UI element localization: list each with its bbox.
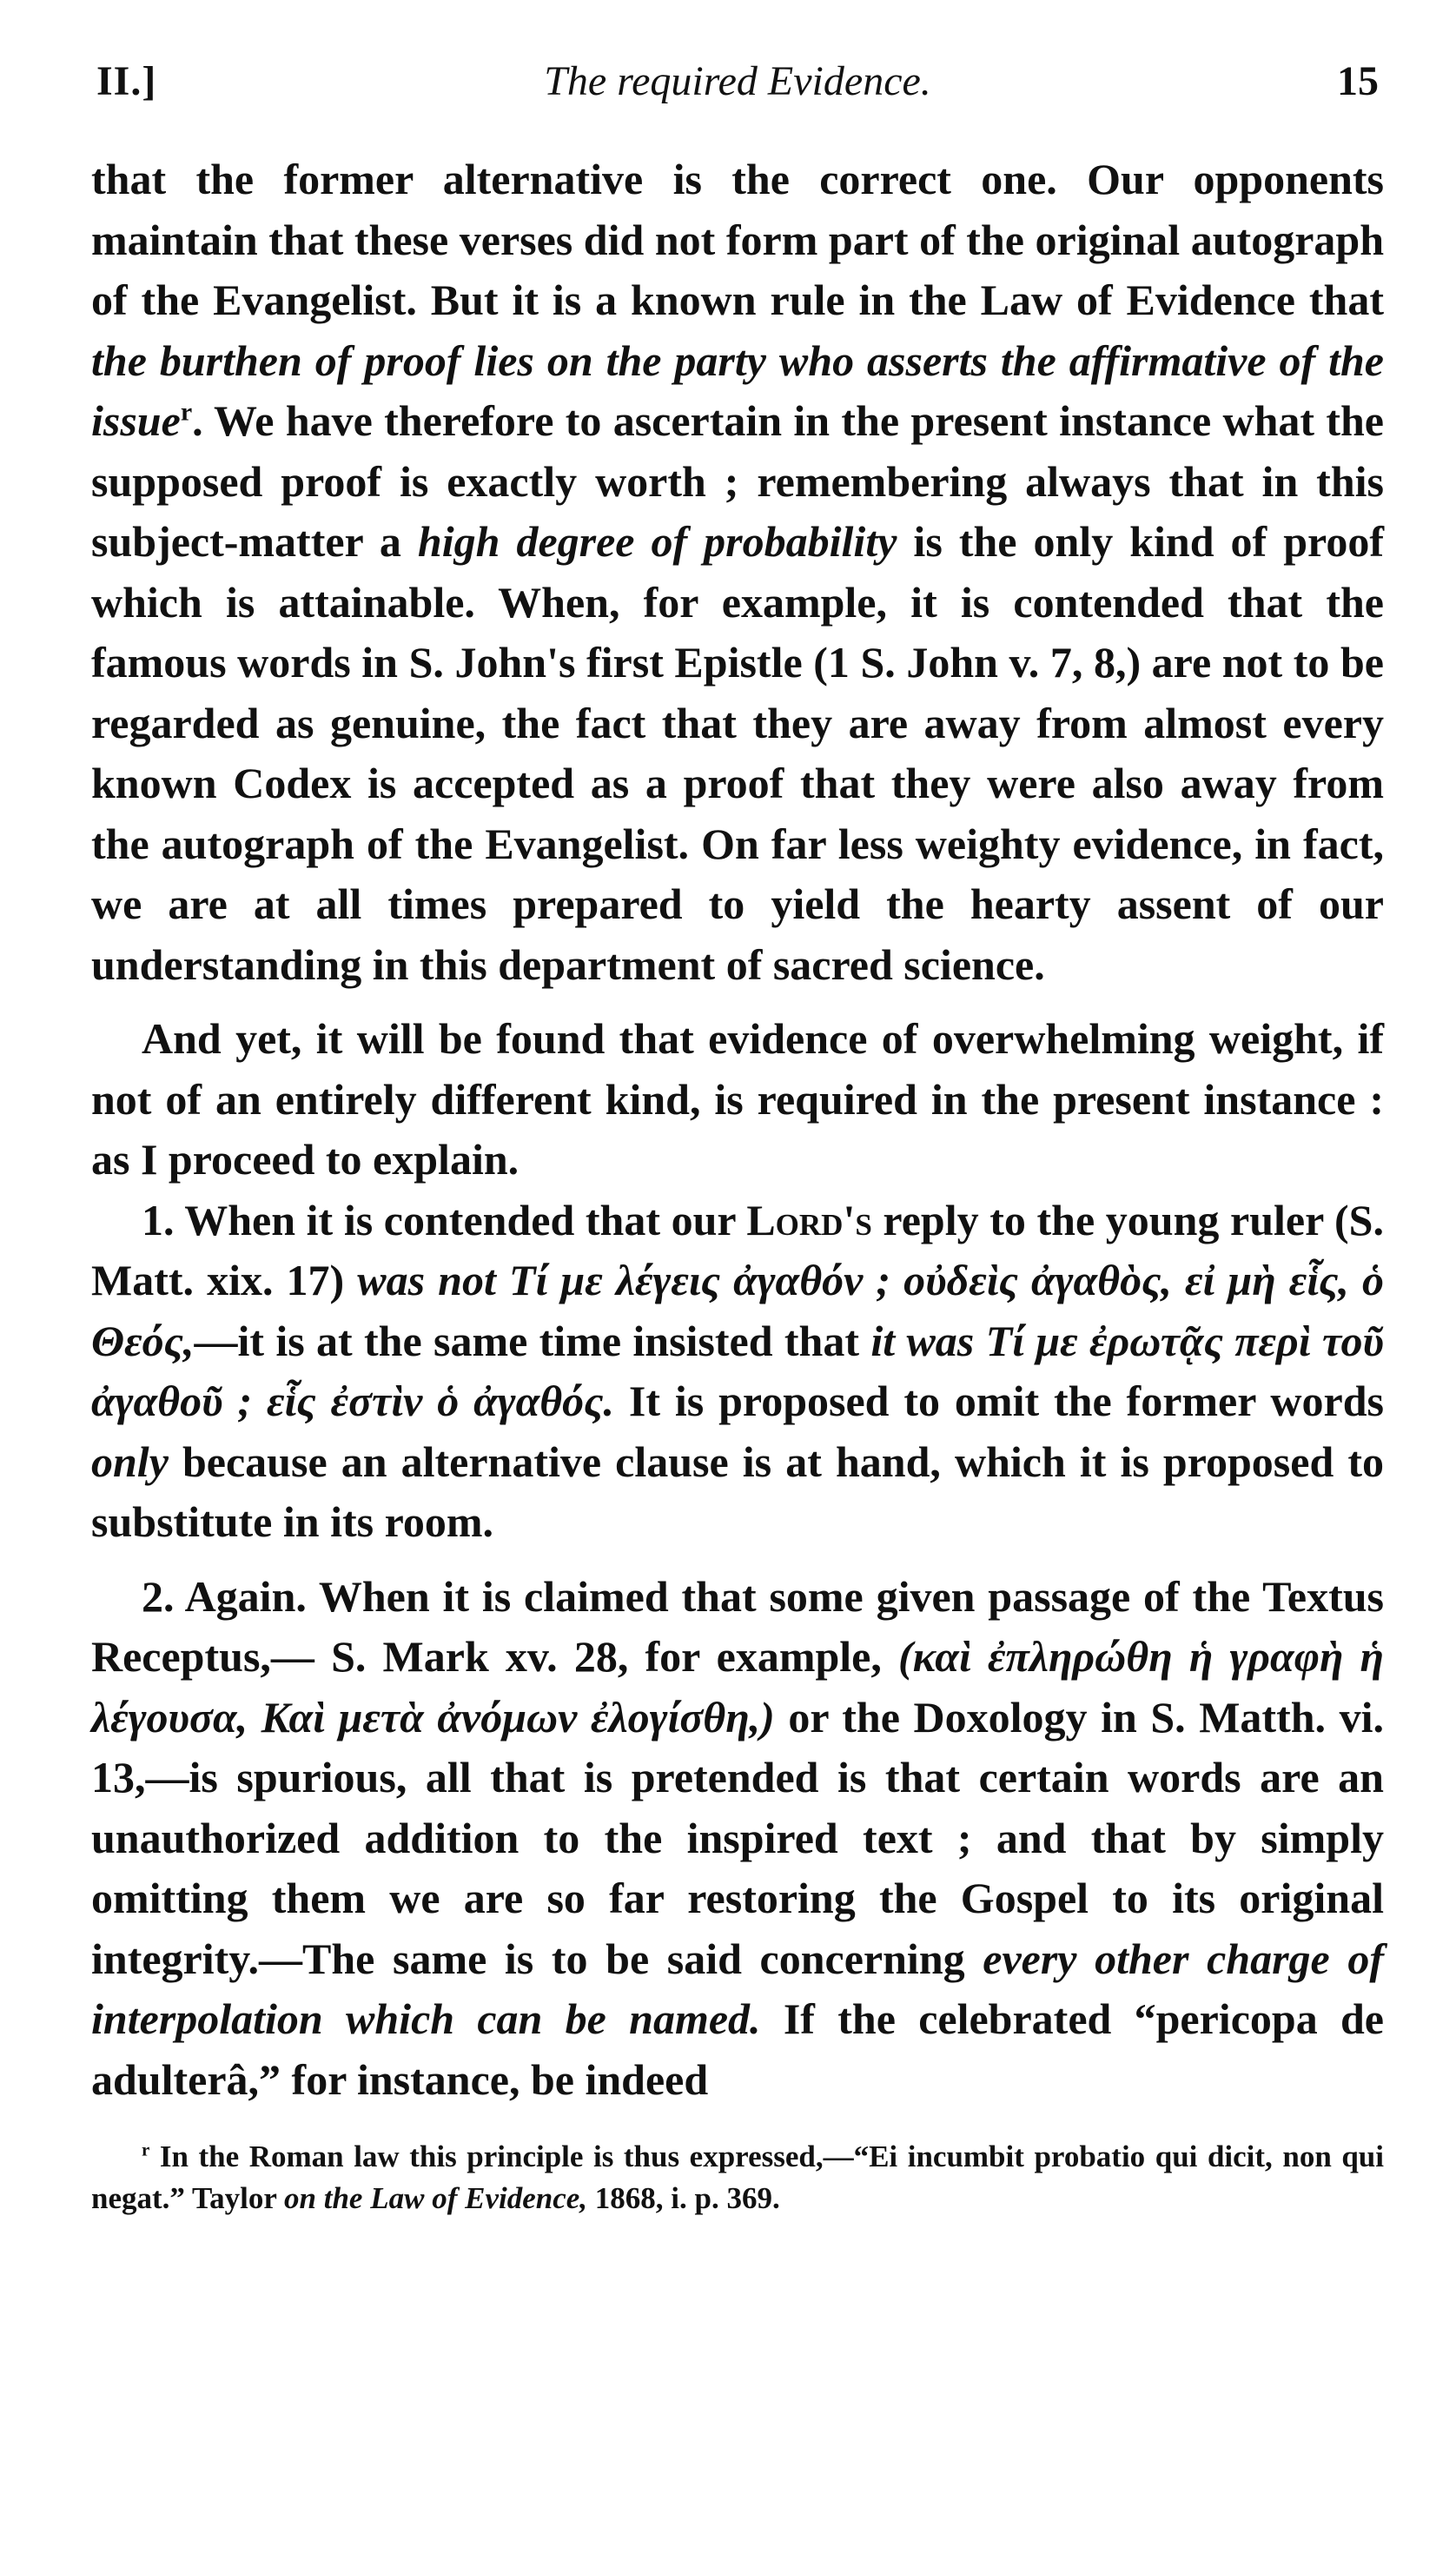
p4-text-b: or the Doxology in S. Matth. vi. 13,—is spurious, all that is pretended is that certain words are an unauthorized addition to the inspired text ; and that by simply omitting them we are so far restoring the Gospel to its original integrity.—The same is to be said concerning bbox=[91, 1692, 1384, 1983]
p4-greek-quote: (καὶ ἐπληρώθη ἡ γραφὴ ἡ λέγουσα, Καὶ μετὰ ἀνόμων ἐλογίσθη,) bbox=[91, 1632, 1384, 1742]
paragraph-4 bbox=[91, 1567, 1384, 2111]
p1-italic-burthen: the burthen of proof lies on the party who asserts the affirmative of the issue bbox=[91, 335, 1384, 445]
p3-greek-quote-2: it was Τί με ἐρωτᾷς περὶ τοῦ ἀγαθοῦ ; εἷς ἐστὶν ὁ ἀγαθός. bbox=[91, 1316, 1384, 1425]
p3-italic-only: only bbox=[91, 1436, 169, 1486]
p1-italic-probability: high degree of probability bbox=[417, 517, 897, 566]
chapter-marker: II.] bbox=[96, 58, 157, 104]
p3-smallcaps-lord: Lord's bbox=[746, 1195, 872, 1244]
paragraph-2: And yet, it will be found that evidence of overwhelming weight, if not of an entirely different kind, is required in the present instance : as I proceed to explain. bbox=[91, 1014, 1384, 1184]
p3-text-e: because an alternative clause is at hand, which it is proposed to substitute in its room. bbox=[91, 1436, 1384, 1546]
p4-text-c: If the celebrated “pericopa de adulterâ,” for instance, be indeed bbox=[91, 1994, 1384, 2104]
paragraph-3 bbox=[91, 1191, 1384, 1553]
footnote-italic-title: on the Law of Evidence, bbox=[284, 2181, 588, 2215]
running-head bbox=[91, 52, 1384, 113]
p1-text-c: is the only kind of proof which is attainable. When, for example, it is contended that the famous words in S. John's first Epistle (1 S. John v. 7, 8,) are not to be regarded as genuine, the fact that they are away from almost every known Codex is accepted as a proof that they were also away from the autograph of the Evangelist. On far less weighty evidence, in fact, we are at all times prepared to yield the hearty assent of our understanding in this department of sacred science. bbox=[91, 517, 1384, 989]
body-text bbox=[91, 149, 1384, 2110]
footnote-text-b: 1868, i. p. 369. bbox=[587, 2181, 780, 2215]
footnote bbox=[91, 2136, 1384, 2219]
p1-text-a: that the former alternative is the correct one. Our opponents maintain that these verses did not form part of the original autograph of the Evangelist. But it is a known rule in the Law of Evidence that bbox=[91, 155, 1384, 324]
footnote-marker: r bbox=[142, 2139, 150, 2160]
p3-text-d: It is proposed to omit the former words bbox=[613, 1377, 1384, 1425]
footnote-text-a: In the Roman law this principle is thus expressed,—“Ei incumbit probatio qui dicit, non qui negat.” Taylor bbox=[91, 2140, 1384, 2215]
p4-text-a: 2. Again. When it is claimed that some given passage of the Textus Receptus,— S. Mark xv. 28, for example, bbox=[91, 1571, 1384, 1681]
footnote-ref-r: r bbox=[180, 397, 193, 427]
p3-text-a: 1. When it is contended that our bbox=[142, 1195, 747, 1244]
book-page bbox=[91, 52, 1384, 2219]
p4-italic-interpolation: every other charge of interpolation which can be named. bbox=[91, 1934, 1384, 2043]
p3-text-b: reply to the young ruler (S. Matt. xix. 17) bbox=[91, 1195, 1384, 1304]
paragraph-1 bbox=[91, 149, 1384, 995]
page-number: 15 bbox=[1337, 58, 1379, 104]
p1-text-b: . We have therefore to ascertain in the present instance what the supposed proof is exactly worth ; remembering always that in this subject-matter a bbox=[91, 396, 1384, 566]
running-title: The required Evidence. bbox=[544, 58, 931, 104]
p3-greek-quote-1: was not Τί με λέγεις ἀγαθόν ; οὐδεὶς ἀγαθὸς, εἰ μὴ εἷς, ὁ Θεός, bbox=[91, 1256, 1384, 1365]
p3-text-c: —it is at the same time insisted that bbox=[194, 1316, 871, 1365]
